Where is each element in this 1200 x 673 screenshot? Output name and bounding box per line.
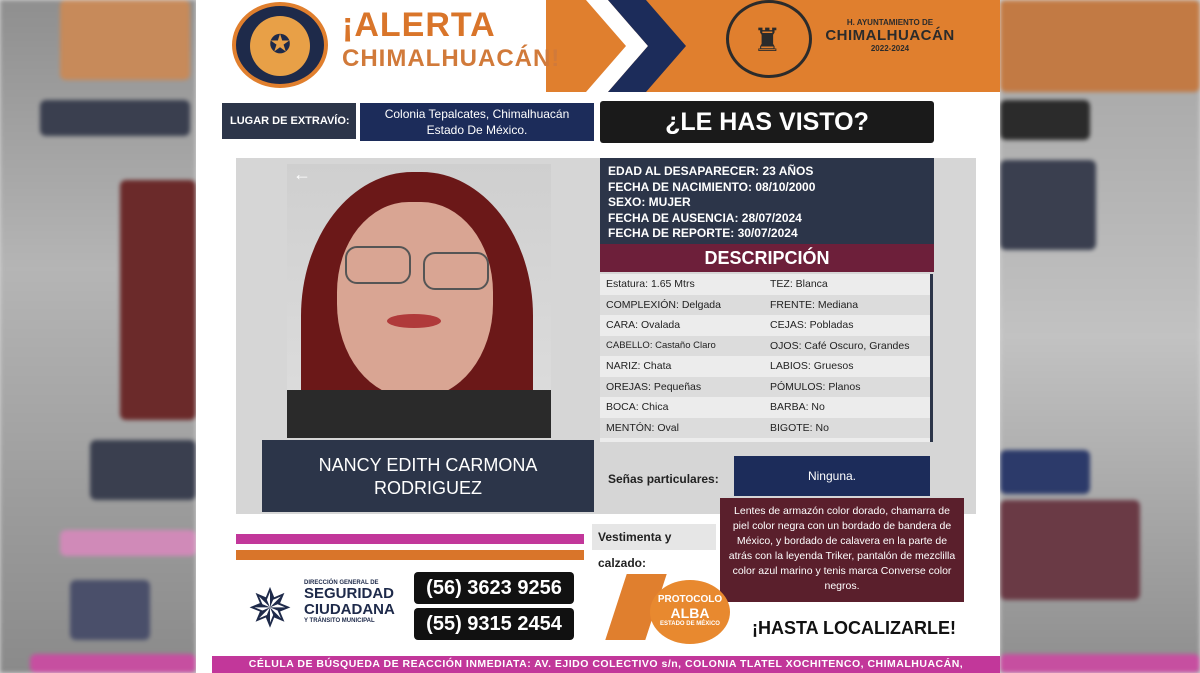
alba-line2: ALBA bbox=[670, 605, 710, 621]
desc-cell: PÓMULOS: Planos bbox=[770, 380, 861, 393]
ayuntamiento-name: CHIMALHUACÁN bbox=[825, 27, 955, 44]
blurred-header bbox=[1000, 0, 1200, 92]
blurred-stripe bbox=[60, 530, 196, 556]
seguridad-big1: SEGURIDAD bbox=[304, 585, 395, 602]
info-sexo: SEXO: MUJER bbox=[608, 195, 691, 209]
blurred-senas bbox=[1000, 450, 1090, 494]
table-row bbox=[600, 418, 930, 439]
info-edad: EDAD AL DESAPARECER: 23 AÑOS bbox=[608, 164, 814, 178]
info-reporte: FECHA DE REPORTE: 30/07/2024 bbox=[608, 226, 798, 240]
blurred-question bbox=[1000, 100, 1090, 140]
table-row bbox=[600, 356, 930, 377]
desc-cell: OREJAS: Pequeñas bbox=[606, 380, 702, 393]
desc-cell: FRENTE: Mediana bbox=[770, 298, 859, 311]
info-nacimiento: FECHA DE NACIMIENTO: 08/10/2000 bbox=[608, 179, 816, 194]
blurred-background-left bbox=[0, 0, 196, 673]
person-photo bbox=[287, 164, 551, 438]
photo-shirt bbox=[287, 390, 551, 438]
person-name bbox=[262, 440, 594, 512]
blurred-seguridad bbox=[70, 580, 150, 640]
ayuntamiento-small: H. AYUNTAMIENTO DE bbox=[846, 18, 934, 27]
blurred-logo bbox=[60, 0, 190, 80]
person-name-line1: NANCY EDITH CARMONA bbox=[318, 455, 538, 475]
table-row bbox=[600, 377, 930, 398]
table-row bbox=[600, 274, 930, 295]
phone-number-1: (56) 3623 9256 bbox=[414, 572, 574, 604]
orange-stripe bbox=[236, 550, 584, 560]
hasta-localizarle: ¡HASTA LOCALIZARLE! bbox=[752, 618, 956, 638]
table-row bbox=[600, 336, 930, 357]
photo-glasses-right bbox=[423, 252, 489, 290]
ayuntamiento-seal-icon: ♜ bbox=[726, 0, 812, 78]
senas-value: Ninguna. bbox=[734, 456, 930, 496]
table-row bbox=[600, 397, 930, 418]
blurred-info bbox=[1000, 160, 1096, 250]
celula-logo-badge bbox=[250, 16, 310, 76]
alerta-line2: CHIMALHUACÁN! bbox=[342, 45, 561, 72]
seguridad-ciudadana-logo bbox=[304, 580, 395, 624]
photo-face bbox=[337, 202, 493, 398]
desc-cell: CABELLO: Castaño Claro bbox=[606, 339, 716, 351]
seguridad-sub: Y TRÁNSITO MUNICIPAL bbox=[304, 618, 375, 624]
alerta-line1: ¡ALERTA bbox=[342, 6, 496, 44]
desc-cell: CARA: Ovalada bbox=[606, 319, 681, 331]
blurred-photo bbox=[120, 180, 196, 420]
person-info bbox=[600, 158, 934, 244]
alerta-title bbox=[342, 6, 560, 74]
table-row bbox=[600, 315, 930, 336]
desc-cell: OJOS: Café Oscuro, Grandes bbox=[770, 339, 910, 352]
desc-cell: LABIOS: Gruesos bbox=[770, 360, 854, 372]
desc-cell: TEZ: Blanca bbox=[770, 278, 828, 290]
descripcion-title: DESCRIPCIÓN bbox=[600, 244, 934, 272]
alba-line3: ESTADO DE MÉXICO bbox=[660, 621, 720, 627]
info-ausencia: FECHA DE AUSENCIA: 28/07/2024 bbox=[608, 210, 802, 225]
vestimenta-label: Vestimenta y calzado: bbox=[592, 524, 716, 550]
desc-cell: COMPLEXIÓN: Delgada bbox=[606, 298, 721, 311]
poster-header bbox=[196, 0, 1000, 92]
desc-cell: BIGOTE: No bbox=[770, 421, 829, 434]
blurred-footer bbox=[30, 654, 196, 673]
lugar-label: LUGAR DE EXTRAVÍO: bbox=[222, 103, 356, 139]
seguridad-small: DIRECCIÓN GENERAL DE bbox=[304, 580, 379, 586]
photo-lips bbox=[387, 314, 441, 328]
lugar-value-line2: Estado De México. bbox=[426, 123, 528, 137]
desc-cell: BARBA: No bbox=[770, 401, 825, 413]
blurred-name bbox=[90, 440, 196, 500]
footer-address: CÉLULA DE BÚSQUEDA DE REACCIÓN INMEDIATA: AV. EJIDO COLECTIVO s/n, COLONIA TLATEL XOCHITENCO, CHIMALHUACÁN, bbox=[212, 656, 1000, 673]
ayuntamiento-years: 2022-2024 bbox=[870, 44, 910, 53]
vestimenta-value: Lentes de armazón color dorado, chamarra de piel color negra con un bordado de bandera de México, y bordado de calavera en la parte de atrás con la leyenda Triker, pantalón de mezclilla color azul marino y tenis marca Converse color negros. bbox=[720, 498, 964, 602]
desc-cell: CEJAS: Pobladas bbox=[770, 319, 854, 331]
photo-glasses-left bbox=[345, 246, 411, 284]
descripcion-table bbox=[600, 274, 933, 442]
desc-cell: NARIZ: Chata bbox=[606, 360, 672, 372]
alba-line1: PROTOCOLO bbox=[657, 594, 723, 605]
protocolo-alba-logo bbox=[616, 566, 732, 644]
lugar-value-line1: Colonia Tepalcates, Chimalhuacán bbox=[384, 107, 570, 121]
blurred-footer-right bbox=[1000, 654, 1200, 673]
ayuntamiento-text bbox=[820, 18, 960, 53]
police-star-icon: ✪ bbox=[269, 29, 291, 59]
alba-badge bbox=[650, 580, 730, 644]
desc-cell: BOCA: Chica bbox=[606, 401, 669, 413]
phone-number-2: (55) 9315 2454 bbox=[414, 608, 574, 640]
seguridad-big2: CIUDADANA bbox=[304, 601, 395, 618]
blurred-label bbox=[40, 100, 190, 136]
back-arrow-icon: ← bbox=[293, 164, 311, 184]
celula-busqueda-logo bbox=[232, 2, 328, 88]
senas-label: Señas particulares: bbox=[608, 472, 719, 486]
magenta-stripe bbox=[236, 534, 584, 544]
person-name-line2: RODRIGUEZ bbox=[374, 478, 482, 498]
lugar-value bbox=[360, 103, 594, 141]
blurred-vestimenta bbox=[1000, 500, 1140, 600]
police-badge-icon: ✵ bbox=[247, 579, 293, 639]
table-row bbox=[600, 295, 930, 316]
desc-cell: MENTÓN: Oval bbox=[606, 421, 679, 434]
le-has-visto-banner: ¿LE HAS VISTO? bbox=[600, 101, 934, 143]
missing-person-poster bbox=[196, 0, 1000, 673]
desc-cell: Estatura: 1.65 Mtrs bbox=[606, 278, 695, 290]
blurred-background-right bbox=[1000, 0, 1200, 673]
